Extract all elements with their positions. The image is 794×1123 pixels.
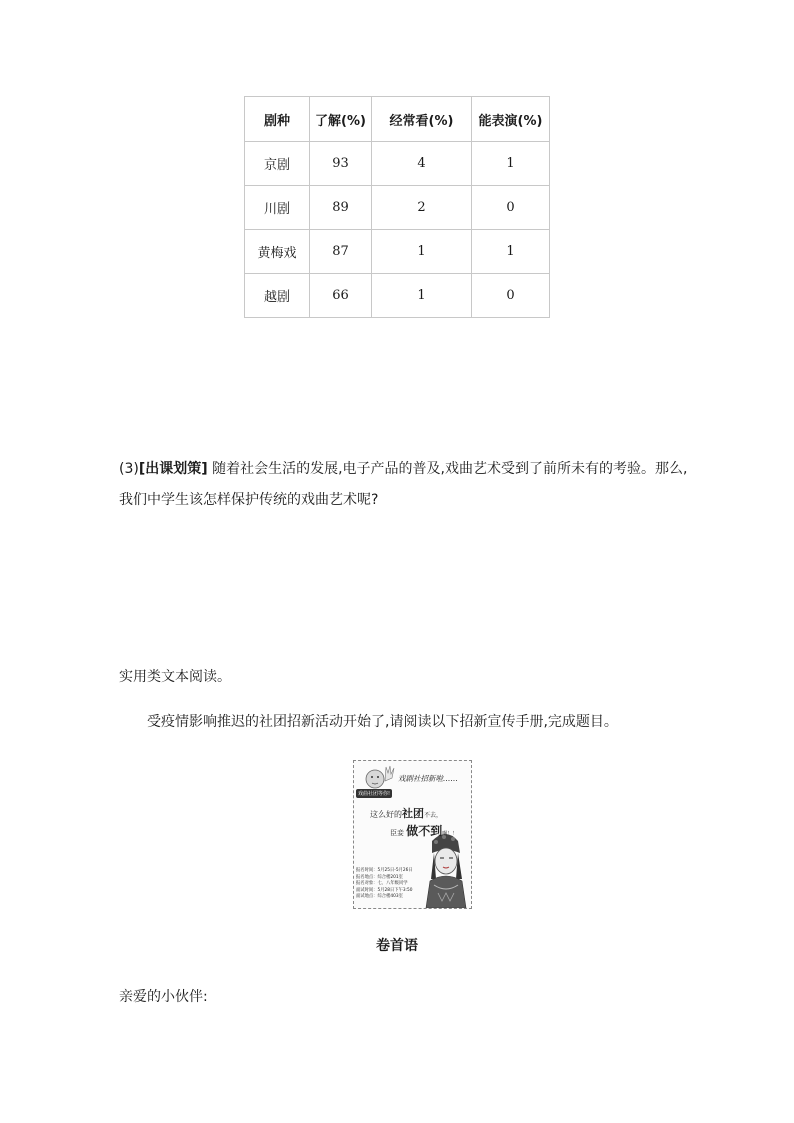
section-intro: 受疫情影响推迟的社团招新活动开始了,请阅读以下招新宣传手册,完成题目。 [147, 714, 618, 730]
poster-slogan-2: 臣妾 做不到啊！！ [390, 824, 458, 838]
header-can-perform: 能表演(%) [472, 97, 550, 142]
table-cell: 1 [472, 230, 550, 274]
table-cell: 0 [472, 274, 550, 318]
poster-headline: 戏剧社招新啦…… [398, 774, 458, 783]
poster-info-line: 面试地点：综合楼403室 [356, 894, 403, 900]
table-row [245, 142, 550, 186]
section-heading: 实用类文本阅读。 [119, 669, 231, 685]
header-often-watch: 经常看(%) [372, 97, 472, 142]
table-cell: 川剧 [245, 186, 310, 230]
poster-info-line: 报名对象：七、八年级同学 [356, 881, 408, 887]
doc-title: 卷首语 [376, 938, 418, 954]
table-cell: 87 [310, 230, 372, 274]
table-cell: 黄梅戏 [245, 230, 310, 274]
table-cell: 1 [372, 274, 472, 318]
poster-slogan-1: 这么好的社团不去， [370, 807, 443, 820]
table-cell: 4 [372, 142, 472, 186]
table-cell: 89 [310, 186, 372, 230]
question-text-line2: 我们中学生该怎样保护传统的戏曲艺术呢? [119, 492, 379, 508]
table-header-row [245, 97, 550, 142]
greeting: 亲爱的小伙伴: [119, 989, 208, 1005]
poster-info-line: 报名时间：5月25日-5月26日 [356, 868, 413, 873]
table-cell: 93 [310, 142, 372, 186]
table-row [245, 186, 550, 230]
table-cell: 1 [372, 230, 472, 274]
table-cell: 1 [472, 142, 550, 186]
question-tag: [出课划策] [138, 461, 208, 477]
table-cell: 2 [372, 186, 472, 230]
header-opera-type: 剧种 [245, 97, 310, 142]
table-cell: 0 [472, 186, 550, 230]
poster-info [356, 868, 413, 901]
question-text-line1: 随着社会生活的发展,电子产品的普及,戏曲艺术受到了前所未有的考验。那么, [207, 461, 688, 477]
table-cell: 越剧 [245, 274, 310, 318]
table-cell: 66 [310, 274, 372, 318]
question-number: (3) [119, 461, 139, 477]
table-row [245, 274, 550, 318]
table-row [245, 230, 550, 274]
poster-info-line: 报名地点：综合楼201室 [356, 874, 403, 880]
table-cell: 京剧 [245, 142, 310, 186]
header-know: 了解(%) [310, 97, 372, 142]
poster-badge: 戏曲社团等你! [358, 791, 391, 797]
survey-table [244, 96, 550, 318]
poster-info-line: 面试时间：5月28日下午3:50 [356, 887, 413, 893]
recruitment-poster [353, 760, 472, 909]
question-3 [119, 454, 699, 516]
